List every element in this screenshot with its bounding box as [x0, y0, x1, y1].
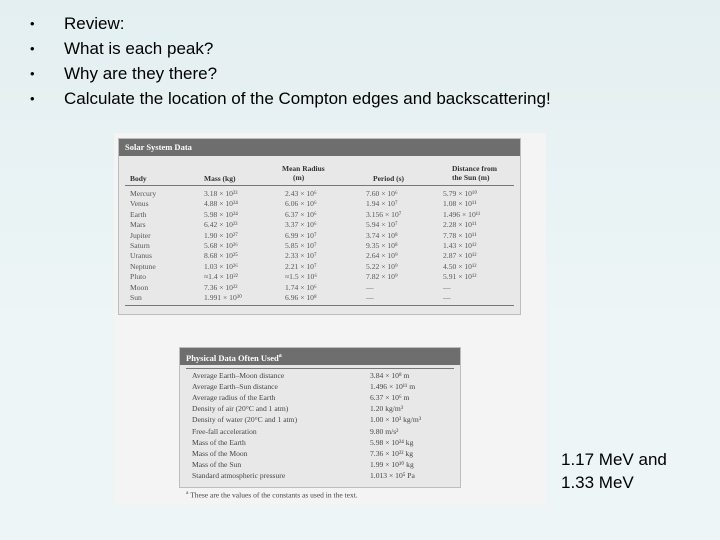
- cell-distance: 2.87 × 10¹²: [443, 251, 477, 261]
- solar-system-table: [118, 138, 521, 315]
- cell-label: Density of air (20°C and 1 atm): [192, 404, 289, 414]
- cell-period: 5.22 × 10⁹: [366, 261, 398, 271]
- solar-table-row: [119, 262, 520, 272]
- bottom-rule: [125, 305, 514, 306]
- physical-table-row: [180, 370, 460, 381]
- cell-distance: 1.43 × 10¹²: [443, 241, 477, 250]
- cell-label: Standard atmospheric pressure: [192, 470, 286, 480]
- cell-label: Mass of the Sun: [192, 459, 242, 469]
- cell-period: 7.60 × 10⁶: [366, 189, 398, 198]
- cell-mass: 1.90 × 10²⁷: [204, 230, 238, 240]
- cell-mass: 4.88 × 10²⁴: [204, 199, 238, 209]
- cell-mass: 8.68 × 10²⁵: [204, 251, 238, 261]
- physical-table-row: [180, 392, 460, 403]
- cell-mass: 1.991 × 10³⁰: [204, 293, 243, 302]
- cell-radius: 6.99 × 10⁷: [285, 230, 317, 240]
- cell-radius: 1.74 × 10⁶: [285, 282, 317, 292]
- cell-distance: 2.28 × 10¹¹: [443, 220, 477, 230]
- solar-table-row: [119, 220, 520, 230]
- cell-value: 7.36 × 10²² kg: [370, 448, 414, 458]
- cell-label: Mass of the Earth: [192, 437, 246, 447]
- physical-table-row: [180, 448, 460, 459]
- physical-header-rule: [186, 368, 454, 369]
- header-period: Period (s): [373, 174, 405, 183]
- cell-mass: ≈1.4 × 10²²: [204, 272, 238, 282]
- cell-body: Mars: [130, 220, 146, 230]
- cell-distance: 5.79 × 10¹⁰: [443, 189, 478, 198]
- cell-distance: —: [443, 293, 451, 302]
- header-body: Body: [130, 174, 147, 183]
- bullet-item: • Review:: [30, 14, 551, 39]
- cell-period: 3.156 × 10⁷: [366, 209, 402, 219]
- cell-value: 1.00 × 10³ kg/m³: [370, 415, 422, 425]
- cell-value: 6.37 × 10⁶ m: [370, 393, 410, 403]
- cell-body: Earth: [130, 209, 147, 219]
- cell-radius: 6.96 × 10⁸: [285, 293, 317, 302]
- cell-mass: 7.36 × 10²²: [204, 282, 238, 292]
- gamma-energies-note: [561, 448, 667, 494]
- cell-period: 3.74 × 10⁸: [366, 230, 398, 240]
- physical-title-mark: a: [278, 353, 282, 359]
- cell-period: 7.82 × 10⁹: [366, 272, 398, 282]
- cell-body: Sun: [130, 293, 142, 302]
- cell-radius: 5.85 × 10⁷: [285, 241, 317, 250]
- header-mass: Mass (kg): [204, 174, 236, 183]
- cell-period: 1.94 × 10⁷: [366, 199, 398, 209]
- bullet-list: [30, 14, 551, 114]
- cell-distance: 7.78 × 10¹¹: [443, 230, 477, 240]
- physical-data-table: [179, 347, 461, 488]
- scanned-tables-image: [114, 133, 546, 505]
- physical-table-row: [180, 403, 460, 414]
- cell-period: 2.64 × 10⁹: [366, 251, 398, 261]
- cell-label: Average Earth–Sun distance: [192, 382, 278, 392]
- cell-distance: 1.08 × 10¹¹: [443, 199, 477, 209]
- solar-table-title: Solar System Data: [119, 139, 520, 156]
- cell-radius: 6.06 × 10⁶: [285, 199, 317, 209]
- cell-body: Moon: [130, 282, 149, 292]
- cell-radius: 2.21 × 10⁷: [285, 261, 317, 271]
- cell-radius: 6.37 × 10⁶: [285, 209, 317, 219]
- solar-table-row: [119, 251, 520, 261]
- cell-period: 5.94 × 10⁷: [366, 220, 398, 230]
- cell-body: Pluto: [130, 272, 147, 282]
- cell-body: Neptune: [130, 261, 156, 271]
- cell-period: —: [366, 293, 374, 302]
- footnote: [186, 490, 358, 500]
- cell-radius: 2.33 × 10⁷: [285, 251, 317, 261]
- cell-period: —: [366, 282, 374, 292]
- cell-body: Mercury: [130, 189, 157, 198]
- header-radius-line2: (m): [293, 173, 305, 182]
- solar-table-row: [119, 210, 520, 220]
- cell-radius: 3.37 × 10⁶: [285, 220, 317, 230]
- cell-mass: 6.42 × 10²³: [204, 220, 238, 230]
- header-rule: [125, 185, 514, 186]
- solar-table-row: [119, 199, 520, 209]
- cell-body: Saturn: [130, 241, 150, 250]
- cell-mass: 5.68 × 10²⁶: [204, 241, 238, 250]
- physical-table-title: [180, 348, 460, 365]
- cell-body: Uranus: [130, 251, 152, 261]
- cell-label: Average radius of the Earth: [192, 393, 276, 403]
- energy-line-1: 1.17 MeV and: [561, 450, 667, 469]
- physical-title-text: Physical Data Often Used: [186, 352, 279, 363]
- cell-label: Density of water (20°C and 1 atm): [192, 415, 298, 425]
- physical-table-row: [180, 381, 460, 392]
- cell-period: 9.35 × 10⁸: [366, 241, 398, 250]
- bullet-item: • What is each peak?: [30, 39, 551, 64]
- bullet-item: • Why are they there?: [30, 64, 551, 89]
- physical-table-row: [180, 459, 460, 470]
- header-distance-line1: Distance from: [452, 164, 498, 173]
- bullet-item: • Calculate the location of the Compton edges and backscattering!: [30, 89, 551, 114]
- solar-table-row: [119, 293, 520, 303]
- physical-table-row: [180, 470, 460, 481]
- cell-label: Mass of the Moon: [192, 448, 248, 458]
- cell-mass: 3.18 × 10²³: [204, 189, 238, 198]
- cell-mass: 5.98 × 10²⁴: [204, 209, 238, 219]
- cell-radius: ≈1.5 × 10⁶: [285, 272, 317, 282]
- cell-value: 1.20 kg/m³: [370, 404, 404, 414]
- cell-body: Jupiter: [130, 230, 151, 240]
- physical-table-row: [180, 426, 460, 437]
- cell-value: 9.80 m/s²: [370, 426, 399, 436]
- header-distance-line2: the Sun (m): [452, 173, 490, 182]
- cell-distance: 5.91 × 10¹²: [443, 272, 477, 282]
- cell-distance: 4.50 × 10¹²: [443, 261, 477, 271]
- cell-value: 1.013 × 10⁵ Pa: [370, 470, 415, 480]
- solar-table-row: [119, 231, 520, 241]
- cell-radius: 2.43 × 10⁶: [285, 189, 317, 198]
- cell-body: Venus: [130, 199, 149, 209]
- cell-value: 5.98 × 10²⁴ kg: [370, 437, 414, 447]
- energy-line-2: 1.33 MeV: [561, 473, 634, 492]
- cell-mass: 1.03 × 10²⁶: [204, 261, 238, 271]
- footnote-text: These are the values of the constants as used in the text.: [190, 490, 358, 500]
- header-radius-line1: Mean Radius: [282, 164, 325, 173]
- cell-label: Free-fall acceleration: [192, 426, 257, 436]
- solar-table-row: [119, 189, 520, 199]
- cell-value: 1.496 × 10¹¹ m: [370, 382, 416, 392]
- solar-table-row: [119, 283, 520, 293]
- cell-value: 3.84 × 10⁸ m: [370, 371, 410, 380]
- cell-label: Average Earth–Moon distance: [192, 371, 285, 380]
- cell-distance: 1.496 × 10¹¹: [443, 209, 481, 219]
- solar-table-row: [119, 272, 520, 282]
- physical-table-row: [180, 414, 460, 425]
- physical-table-row: [180, 437, 460, 448]
- solar-table-row: [119, 241, 520, 251]
- cell-value: 1.99 × 10³⁰ kg: [370, 459, 414, 469]
- footnote-mark: a: [186, 490, 189, 496]
- cell-distance: —: [443, 282, 451, 292]
